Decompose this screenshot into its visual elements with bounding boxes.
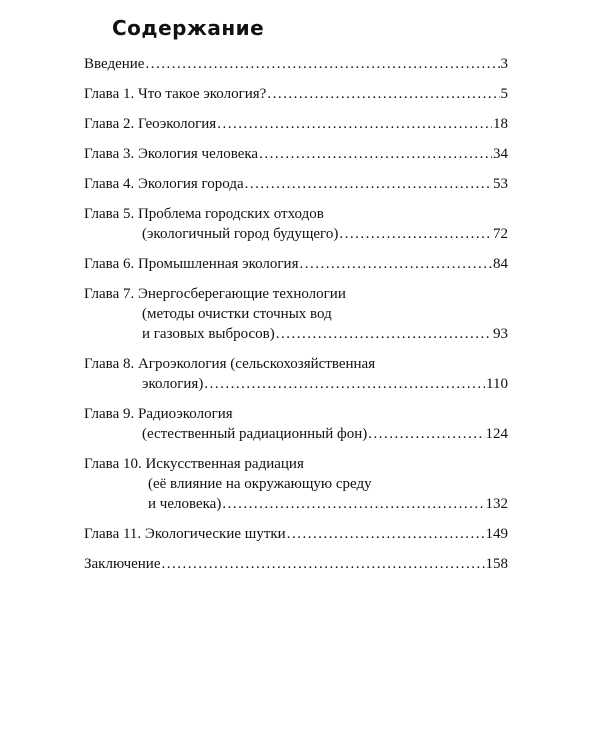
toc-entry-label-line: Глава 8. Агроэкология (сельскохозяйственная	[84, 356, 376, 372]
toc-entry-chapter-9	[84, 404, 508, 444]
dot-leader	[299, 254, 492, 274]
toc-entry-chapter-10	[84, 454, 508, 514]
toc-entry-label-line: (естественный радиационный фон)	[142, 426, 368, 442]
dot-leader	[245, 174, 492, 194]
toc-page-number: 93	[493, 326, 508, 342]
toc-page-number: 5	[500, 86, 508, 102]
toc-entry-label-line: (методы очистки сточных вод	[142, 306, 332, 322]
toc-entry-label-line: экология)	[142, 376, 204, 392]
toc-page-number: 110	[486, 376, 508, 392]
toc-entry-label-line: и газовых выбросов)	[142, 326, 275, 342]
toc-entry-label: Глава 11. Экологические шутки	[84, 526, 286, 542]
toc-entry-label: Глава 1. Что такое экология?	[84, 86, 267, 102]
toc-entry-label: Глава 3. Экология человека	[84, 146, 259, 162]
dot-leader	[222, 494, 484, 514]
toc-page-number: 124	[485, 426, 508, 442]
toc-page-number: 72	[493, 226, 508, 242]
toc-entry-label-line: Глава 9. Радиоэкология	[84, 406, 233, 422]
toc-entry-label: Глава 2. Геоэкология	[84, 116, 217, 132]
toc-entry-chapter-6	[84, 254, 508, 274]
toc-entry-label-line: Глава 5. Проблема городских отходов	[84, 206, 324, 222]
toc-entry-label-line: (её влияние на окружающую среду	[148, 476, 372, 492]
toc-entry-label: Введение	[84, 56, 145, 72]
dot-leader	[145, 54, 499, 74]
dot-leader	[339, 224, 492, 244]
toc-entry-chapter-11	[84, 524, 508, 544]
toc-entry-chapter-8	[84, 354, 508, 394]
dot-leader	[162, 554, 485, 574]
toc-entry-chapter-2	[84, 114, 508, 134]
toc-entry-label-line: Глава 7. Энергосберегающие технологии	[84, 286, 346, 302]
toc-entry-chapter-5	[84, 204, 508, 244]
dot-leader	[259, 144, 492, 164]
toc-entry-chapter-7	[84, 284, 508, 344]
dot-leader	[368, 424, 484, 444]
toc-page-number: 84	[493, 256, 508, 272]
toc-entry-label: Глава 4. Экология города	[84, 176, 244, 192]
toc-entry-label: Заключение	[84, 556, 161, 572]
toc-page-number: 34	[493, 146, 508, 162]
page-title: Содержание	[112, 16, 265, 40]
toc-page-number: 53	[493, 176, 508, 192]
dot-leader	[217, 114, 492, 134]
toc-entry-chapter-1	[84, 84, 508, 104]
table-of-contents	[84, 54, 508, 584]
toc-page-number: 149	[485, 526, 508, 542]
toc-entry-chapter-3	[84, 144, 508, 164]
dot-leader	[276, 324, 492, 344]
toc-page-number: 3	[500, 56, 508, 72]
toc-entry-intro	[84, 54, 508, 74]
toc-page-number: 18	[493, 116, 508, 132]
toc-entry-chapter-4	[84, 174, 508, 194]
toc-entry-label-line: (экологичный город будущего)	[142, 226, 339, 242]
toc-entry-conclusion	[84, 554, 508, 574]
dot-leader	[267, 84, 499, 104]
toc-entry-label-line: Глава 10. Искусственная радиация	[84, 456, 304, 472]
toc-page-number: 158	[485, 556, 508, 572]
dot-leader	[204, 374, 485, 394]
toc-entry-label: Глава 6. Промышленная экология	[84, 256, 299, 272]
toc-page-number: 132	[485, 496, 508, 512]
dot-leader	[287, 524, 485, 544]
toc-entry-label-line: и человека)	[148, 496, 222, 512]
